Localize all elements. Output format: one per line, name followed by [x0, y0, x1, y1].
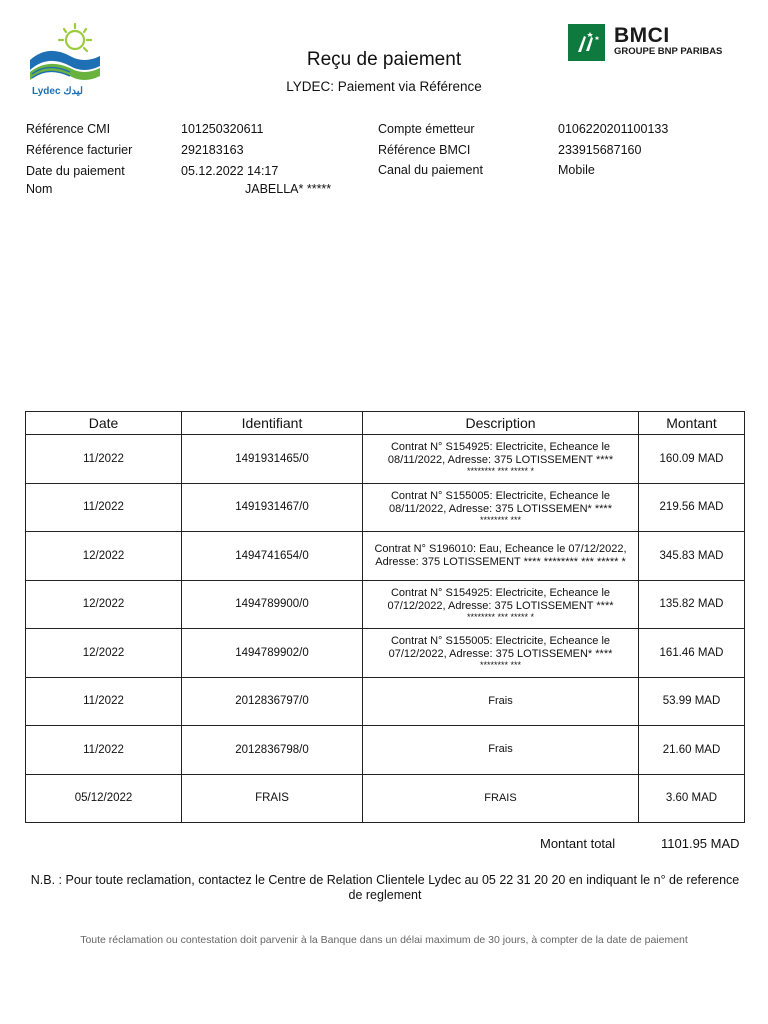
row-montant: 219.56 MAD [639, 483, 745, 532]
row-montant: 345.83 MAD [639, 532, 745, 581]
table-row [26, 726, 745, 775]
ref-facturier-label: Référence facturier [26, 143, 133, 157]
bmci-logo-name: BMCI [614, 24, 670, 47]
date-value: 05.12.2022 14:17 [181, 164, 279, 178]
header-montant: Montant [639, 412, 745, 435]
row-description-stars: ******** *** [479, 514, 522, 525]
table-row [26, 435, 745, 484]
row-description-text: Contrat N° S154925: Electricite, Echeance le 08/11/2022, Adresse: 375 LOTISSEMENT **** [387, 441, 614, 467]
lydec-logo-text: Lydec ليدك [32, 86, 83, 97]
canal-value: Mobile [558, 163, 595, 177]
row-identifiant: 1491931467/0 [182, 483, 363, 532]
row-montant: 160.09 MAD [639, 435, 745, 484]
row-identifiant: FRAIS [182, 774, 363, 823]
row-identifiant: 1494789900/0 [182, 580, 363, 629]
canal-label: Canal du paiement [378, 163, 483, 177]
row-description [363, 435, 639, 484]
row-date: 11/2022 [26, 483, 182, 532]
ref-bmci-value: 233915687160 [558, 143, 642, 157]
page-title: Reçu de paiement [306, 49, 462, 70]
footer-disclaimer: Toute réclamation ou contestation doit parvenir à la Banque dans un délai maximum de 30 jours, à compter de la date de paiement [80, 934, 688, 946]
ref-cmi-value: 101250320611 [181, 122, 264, 136]
page-subtitle: LYDEC: Paiement via Référence [286, 79, 482, 94]
row-montant: 135.82 MAD [639, 580, 745, 629]
row-description-stars: ******** *** [479, 660, 522, 671]
compte-value: 0106220201100133 [558, 122, 669, 136]
row-description-text: Contrat N° S154925: Electricite, Echeance le 07/12/2022, Adresse: 375 LOTISSEMENT **** [387, 586, 614, 612]
row-description-text: Contrat N° S155005: Electricite, Echeance le 07/12/2022, Adresse: 375 LOTISSEMEN* **** [388, 635, 613, 661]
row-description-stars: ******** *** ***** * [466, 611, 535, 622]
row-identifiant: 2012836798/0 [182, 726, 363, 775]
row-description: Frais [363, 677, 639, 726]
table-row [26, 483, 745, 532]
row-description [363, 580, 639, 629]
total-label: Montant total [540, 836, 616, 851]
row-date: 11/2022 [26, 677, 182, 726]
table-row [26, 580, 745, 629]
row-identifiant: 1494741654/0 [182, 532, 363, 581]
total-value: 1101.95 MAD [661, 836, 740, 851]
header-identifiant: Identifiant [182, 412, 363, 435]
row-description [363, 629, 639, 678]
ref-facturier-value: 292183163 [181, 143, 244, 157]
row-date: 11/2022 [26, 435, 182, 484]
table-header-row [26, 412, 745, 435]
row-identifiant: 1494789902/0 [182, 629, 363, 678]
row-description-text: Contrat N° S155005: Electricite, Echeance le 08/11/2022, Adresse: 375 LOTISSEMEN* **** [389, 489, 612, 515]
row-montant: 3.60 MAD [639, 774, 745, 823]
row-description-text: Contrat N° S196010: Eau, Echeance le 07/12/2022, Adresse: 375 LOTISSEMENT **** ******** *** ***** * [374, 542, 627, 568]
table-row [26, 677, 745, 726]
row-identifiant: 2012836797/0 [182, 677, 363, 726]
row-date: 12/2022 [26, 629, 182, 678]
ref-bmci-label: Référence BMCI [378, 143, 471, 157]
sun-icon [59, 24, 91, 51]
date-label: Date du paiement [26, 164, 125, 178]
row-montant: 161.46 MAD [639, 629, 745, 678]
table-row [26, 532, 745, 581]
payments-table [25, 411, 745, 823]
row-description-stars: ******** *** ***** * [466, 466, 535, 477]
row-date: 12/2022 [26, 580, 182, 629]
table-row [26, 774, 745, 823]
bmci-logo-group: GROUPE BNP PARIBAS [614, 46, 723, 57]
compte-label: Compte émetteur [378, 122, 475, 136]
nb-note: N.B. : Pour toute reclamation, contactez le Centre de Relation Clientele Lydec au 05 22 31 20 20 en indiquant le n° de reference de reglement [30, 873, 740, 902]
nom-value: JABELLA* ***** [245, 182, 332, 196]
row-date: 11/2022 [26, 726, 182, 775]
row-identifiant: 1491931465/0 [182, 435, 363, 484]
header-description: Description [363, 412, 639, 435]
row-description: Frais [363, 726, 639, 775]
nom-label: Nom [26, 182, 53, 196]
row-date: 12/2022 [26, 532, 182, 581]
row-date: 05/12/2022 [26, 774, 182, 823]
ref-cmi-label: Référence CMI [26, 122, 111, 136]
header-date: Date [26, 412, 182, 435]
table-row [26, 629, 745, 678]
row-description: FRAIS [363, 774, 639, 823]
row-description [363, 532, 639, 581]
row-montant: 53.99 MAD [639, 677, 745, 726]
row-description [363, 483, 639, 532]
row-montant: 21.60 MAD [639, 726, 745, 775]
